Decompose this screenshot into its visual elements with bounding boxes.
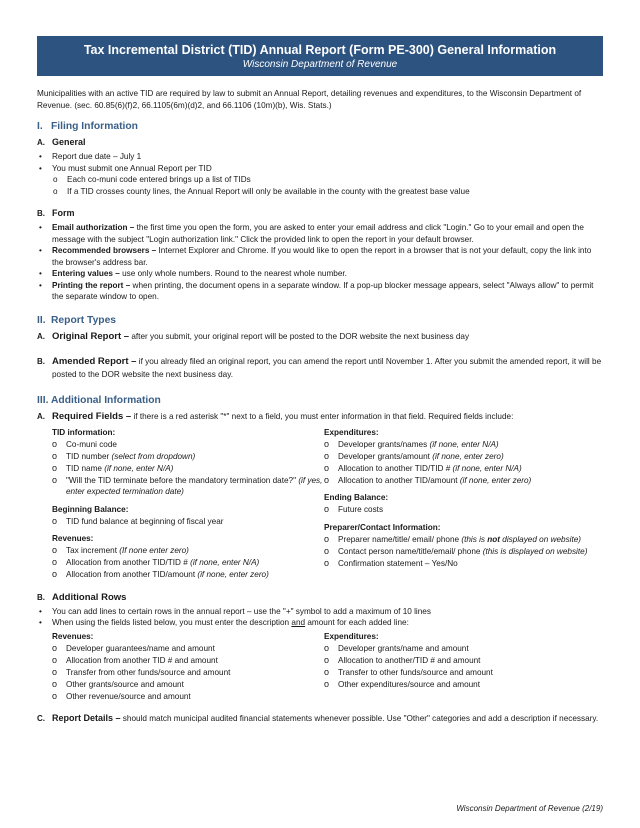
- bullet-add-lines: • You can add lines to certain rows in the annual report – use the "+" symbol to add a maximum of 10 lines: [37, 606, 603, 618]
- bullet-email-authorization: [37, 222, 603, 245]
- list-item: o Contact person name/title/email/ phone (this is displayed on website): [324, 546, 596, 558]
- list-item: o TID name (if none, enter N/A): [52, 463, 324, 475]
- section-additional-information: [37, 394, 603, 407]
- bullet-due-date: • Report due date – July 1: [37, 151, 603, 163]
- bullet-one-report: • You must submit one Annual Report per TID: [37, 163, 603, 175]
- list-item: o Confirmation statement – Yes/No: [324, 558, 596, 570]
- required-fields-right: [324, 425, 596, 581]
- section-title: Filing Information: [51, 121, 138, 132]
- subsection-letter: B.: [37, 356, 45, 366]
- document-body: [37, 88, 603, 727]
- ending-balance-heading: Ending Balance:: [324, 493, 389, 502]
- section-title: Report Types: [51, 314, 117, 326]
- list-item: o Transfer from other funds/source and amount: [52, 667, 324, 679]
- tid-information-heading: TID information:: [52, 427, 116, 437]
- section-number: II.: [37, 314, 46, 326]
- section-number: I.: [37, 121, 43, 132]
- list-item: o Tax increment (If none enter zero): [52, 545, 324, 557]
- list-item: o Preparer name/title/ email/ phone (this is not displayed on website): [324, 534, 596, 546]
- intro-paragraph: Municipalities with an active TID are required by law to submit an Annual Report, detailing revenues and expenditures, to the Wisconsin Department of Revenue. (sec. 60.85(6)(f)2, 66.1105(6m)(d)2, and 66.1106 (10m)(b), Wis. Stats.): [37, 89, 582, 110]
- revenues-heading: Revenues:: [52, 534, 94, 543]
- subsection-letter: C.: [37, 714, 45, 723]
- bullet-label: Entering values –: [52, 269, 120, 278]
- bullet-entering-values: [37, 268, 603, 280]
- item-label: Report Details –: [52, 713, 121, 723]
- list-item: o Developer grants/names (if none, enter N/A): [324, 439, 596, 451]
- list-item: o Allocation to another/TID # and amount: [324, 655, 596, 667]
- expenditures-heading: Expenditures:: [324, 631, 379, 641]
- preparer-contact-heading: Preparer/Contact Information:: [324, 522, 441, 532]
- required-fields-left: [52, 425, 324, 581]
- bullet-text: use only whole numbers. Round to the nearest whole number.: [119, 269, 347, 278]
- additional-revenues: [52, 629, 324, 703]
- list-item: o Other revenue/source and amount: [52, 691, 324, 703]
- list-item: o Transfer to other funds/source and amount: [324, 667, 596, 679]
- beginning-balance-heading: Beginning Balance:: [52, 504, 129, 514]
- amended-report-item: [37, 355, 603, 381]
- list-item: o Other expenditures/source and amount: [324, 679, 596, 691]
- bullet-text: the first time you open the form, you are asked to enter your email address and click "Login." Go to your email and open the message with the subject "Login authorization link." Click the provided link to open the report in your default browser.: [52, 223, 584, 244]
- list-item: o Developer guarantees/name and amount: [52, 643, 324, 655]
- list-item: o "Will the TID terminate before the mandatory termination date?" (if yes, enter expected termination date): [52, 475, 324, 498]
- item-text: if you already filed an original report, you can amend the report until November 1. After you submit the amended report, it will be posted to the DOR website the next business day.: [52, 356, 602, 379]
- sub-bullet-county: o If a TID crosses county lines, the Annual Report will only be available in the county with the greatest base value: [37, 186, 603, 198]
- list-item: o Developer grants/amount (if none, enter zero): [324, 451, 596, 463]
- bullet-printing: [37, 280, 603, 303]
- list-item: o Allocation from another TID # and amount: [52, 655, 324, 667]
- subsection-form: [37, 207, 603, 220]
- subsection-letter: A.: [37, 138, 45, 147]
- subsection-letter: A.: [37, 411, 45, 421]
- subsection-title: Form: [52, 208, 75, 218]
- subsection-title: Additional Rows: [52, 591, 127, 603]
- required-fields-item: [37, 410, 603, 423]
- list-item: o TID number (select from dropdown): [52, 451, 324, 463]
- page-title: Tax Incremental District (TID) Annual Report (Form PE-300) General Information: [83, 43, 557, 57]
- list-item: o Allocation to another TID/TID # (if none, enter N/A): [324, 463, 596, 475]
- bullet-label: Recommended browsers –: [52, 246, 157, 255]
- bullet-text: Internet Explorer and Chrome. If you would like to open the report in a browser that is not your default, copy the link into the browser's address bar.: [52, 246, 592, 267]
- item-text: should match municipal audited financial statements whenever possible. Use "Other" categories and add a description if necessary.: [120, 714, 599, 723]
- subsection-title: General: [52, 137, 86, 147]
- bullet-label: Email authorization –: [52, 223, 135, 232]
- item-label: Original Report –: [52, 330, 130, 342]
- list-item: o Allocation from another TID/TID # (if none, enter N/A): [52, 557, 324, 569]
- item-label: Amended Report –: [52, 355, 137, 367]
- additional-rows-columns: [37, 629, 603, 703]
- expenditures-heading: Expenditures:: [324, 427, 379, 437]
- page-subtitle: Wisconsin Department of Revenue: [242, 59, 398, 70]
- bullet-label: Printing the report –: [52, 280, 131, 290]
- list-item: o Future costs: [324, 504, 596, 516]
- subsection-general: [37, 136, 603, 149]
- additional-expenditures: [324, 629, 596, 703]
- list-item: o Allocation to another TID/amount (if none, enter zero): [324, 475, 596, 487]
- original-report-item: [37, 330, 603, 343]
- subsection-letter: A.: [37, 331, 45, 341]
- bullet-recommended-browsers: [37, 245, 603, 268]
- subsection-letter: B.: [37, 592, 45, 602]
- additional-rows-heading: [37, 591, 603, 604]
- section-title: Additional Information: [51, 394, 161, 406]
- item-text: after you submit, your original report will be posted to the DOR website the next business day: [129, 331, 470, 341]
- revenues-heading: Revenues:: [52, 631, 94, 641]
- section-report-types: [37, 314, 603, 327]
- report-details-item: [37, 712, 603, 725]
- required-fields-columns: [37, 425, 603, 581]
- section-filing-information: [37, 120, 603, 133]
- bullet-text: when printing, the document opens in a separate window. If a pop-up blocker message appears, select "Always allow" to permit the separate window to open.: [52, 280, 594, 301]
- list-item: o Co-muni code: [52, 439, 324, 451]
- bullet-fields-listed: • When using the fields listed below, you must enter the description and amount for each added line:: [37, 617, 603, 629]
- list-item: o TID fund balance at beginning of fiscal year: [52, 516, 324, 528]
- page-footer: Wisconsin Department of Revenue (2/19): [456, 804, 603, 813]
- item-label: Required Fields –: [52, 410, 132, 422]
- title-banner: [37, 36, 603, 76]
- list-item: o Allocation from another TID/amount (if none, enter zero): [52, 569, 324, 581]
- list-item: o Developer grants/name and amount: [324, 643, 596, 655]
- item-text: if there is a red asterisk "*" next to a field, you must enter information in that field. Required fields include:: [131, 411, 514, 421]
- section-number: III.: [37, 394, 49, 406]
- list-item: o Other grants/source and amount: [52, 679, 324, 691]
- subsection-letter: B.: [37, 209, 45, 218]
- sub-bullet-comuni: o Each co-muni code entered brings up a list of TIDs: [37, 174, 603, 186]
